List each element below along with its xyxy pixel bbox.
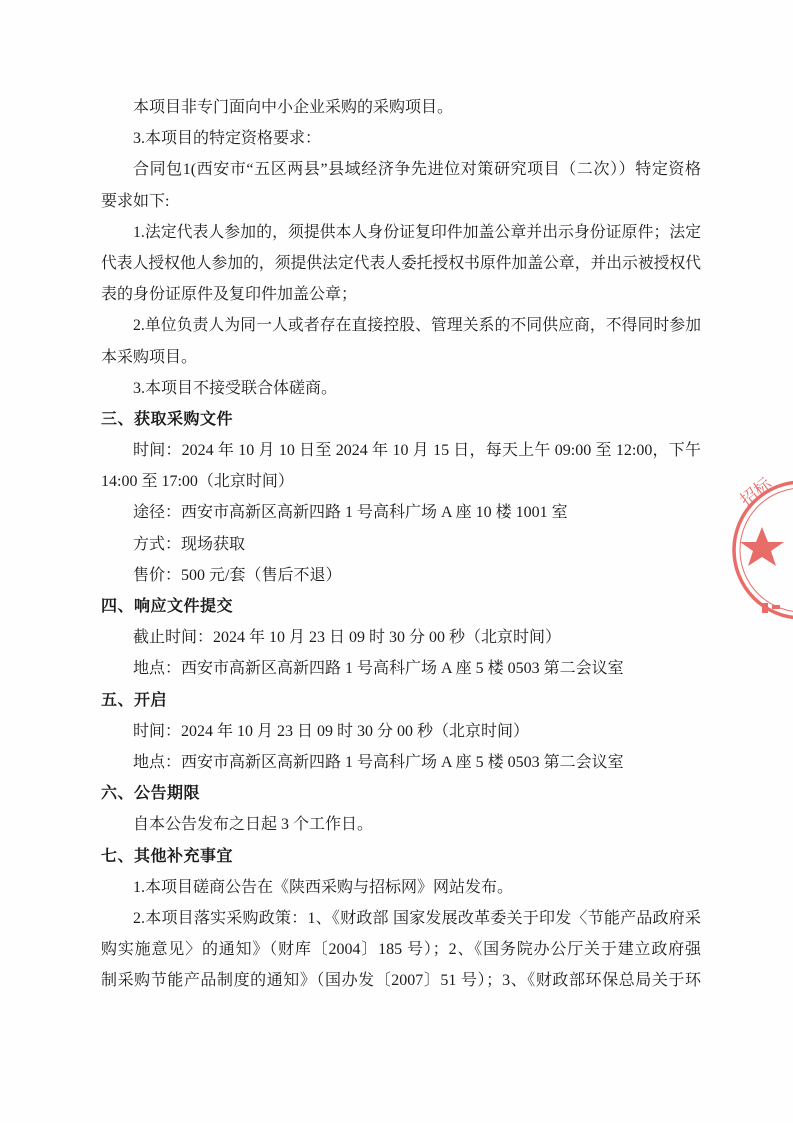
other-matters-item-1: 1.本项目磋商公告在《陕西采购与招标网》网站发布。	[133, 878, 514, 896]
obtain-time-line: 14:00 至 17:00（北京时间）	[101, 473, 294, 491]
notice-period-text: 自本公告发布之日起 3 个工作日。	[133, 816, 374, 834]
obtain-method: 方式：现场获取	[133, 535, 246, 553]
obtain-route: 途径：西安市高新区高新四路 1 号高科广场 A 座 10 楼 1001 室	[133, 504, 568, 522]
requirement-item-3: 3.本项目不接受联合体磋商。	[133, 379, 338, 397]
section-heading-opening: 五、开启	[101, 691, 168, 709]
seal-outer-ring	[734, 482, 793, 618]
requirement-item-2-line: 2.单位负责人为同一人或者存在直接控股、管理关系的不同供应商，不得同时参加	[133, 317, 701, 335]
seal-text-fragment	[762, 603, 768, 613]
requirement-item-1-line: 代表人授权他人参加的，须提供法定代表人委托授权书原件加盖公章，并出示被授权代	[101, 254, 701, 272]
official-seal	[700, 455, 793, 645]
document-body	[101, 92, 701, 996]
package-requirement-line: 合同包1(西安市“五区两县”县域经济争先进位对策研究项目（二次））特定资格	[133, 161, 701, 179]
seal-text-fragment	[772, 605, 780, 609]
seal-star-icon	[740, 527, 784, 566]
submission-location: 地点：西安市高新区高新四路 1 号高科广场 A 座 5 楼 0503 第二会议室	[133, 660, 624, 678]
seal-text: 招标	[736, 474, 776, 511]
submission-deadline: 截止时间：2024 年 10 月 23 日 09 时 30 分 00 秒（北京时间）	[133, 629, 562, 647]
requirement-item-2-line: 本采购项目。	[101, 348, 198, 366]
other-matters-item-2-line: 制采购节能产品制度的通知》（国办发〔2007〕51 号）；3、《财政部环保总局关于环	[101, 972, 701, 990]
obtain-price: 售价：500 元/套（售后不退）	[133, 566, 342, 584]
sme-statement: 本项目非专门面向中小企业采购的采购项目。	[133, 99, 454, 116]
opening-time: 时间：2024 年 10 月 23 日 09 时 30 分 00 秒（北京时间）	[133, 722, 530, 740]
requirement-item-1-line: 表的身份证原件及复印件加盖公章；	[101, 286, 358, 304]
requirement-item-1-line: 1.法定代表人参加的，须提供本人身份证复印件加盖公章并出示身份证原件；法定	[133, 223, 701, 241]
other-matters-item-2-line: 购实施意见〉的通知》（财库〔2004〕185 号）；2、《国务院办公厅关于建立政府强	[101, 941, 701, 959]
section-heading-notice-period: 六、公告期限	[101, 785, 201, 803]
opening-location: 地点：西安市高新区高新四路 1 号高科广场 A 座 5 楼 0503 第二会议室	[133, 753, 624, 771]
other-matters-item-2-line: 2.本项目落实采购政策：1、《财政部 国家发展改革委关于印发〈节能产品政府采	[133, 909, 701, 927]
package-requirement-line: 要求如下:	[101, 192, 170, 210]
qualification-heading: 3.本项目的特定资格要求：	[133, 130, 322, 148]
section-heading-obtain-documents: 三、获取采购文件	[101, 410, 234, 428]
section-heading-response-submission: 四、响应文件提交	[101, 598, 234, 615]
obtain-time-line: 时间：2024 年 10 月 10 日至 2024 年 10 月 15 日，每天上午 09:00 至 12:00，下午	[133, 442, 701, 460]
section-heading-other-matters: 七、其他补充事宜	[101, 847, 234, 865]
seal-inner-ring	[740, 488, 793, 612]
